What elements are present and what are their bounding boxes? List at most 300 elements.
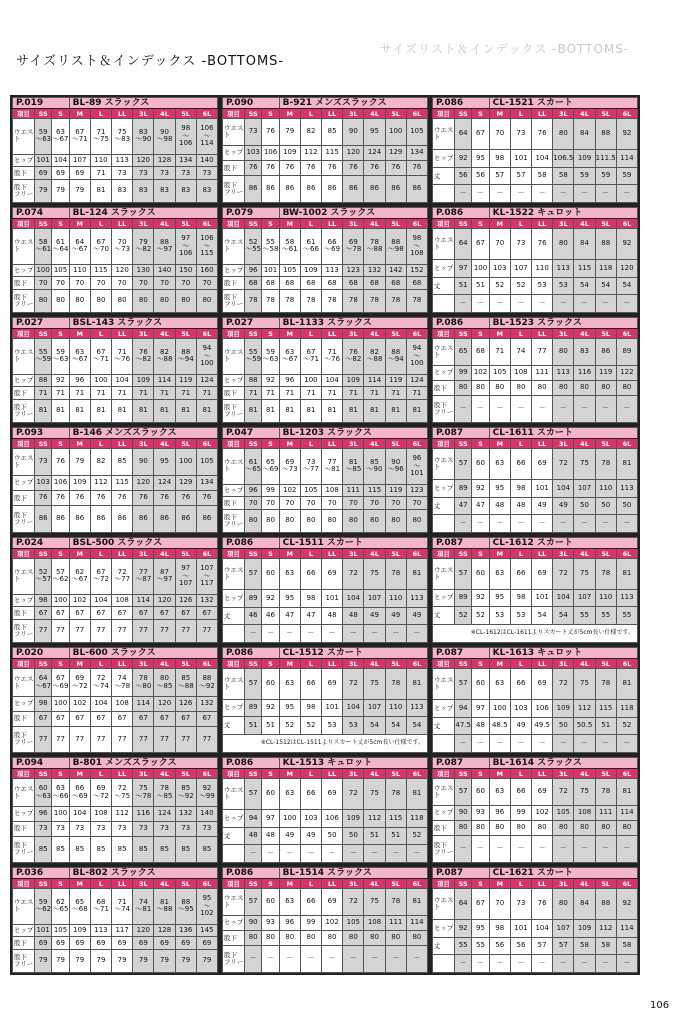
size-value: 106 [322, 810, 343, 828]
size-header: LL [322, 549, 343, 559]
size-value: 66 [300, 779, 321, 810]
size-header: SS [35, 109, 52, 119]
size-value: 56 [510, 937, 531, 955]
size-value: 54 [616, 277, 637, 295]
size-header: SS [35, 659, 52, 669]
size-value: 72 [553, 669, 574, 700]
card-product-name: BL-600 スラックス [69, 648, 217, 659]
size-header: LL [532, 659, 553, 669]
size-value: 92 [262, 374, 279, 387]
row-label: 丈 [223, 717, 245, 734]
row-label: ヒップ [13, 807, 35, 822]
size-value: － [616, 836, 637, 863]
size-value: 61 ～66 [300, 229, 321, 265]
size-value: 97 ～107 [175, 559, 196, 595]
size-value: 80 [406, 510, 427, 533]
size-value: 54 [385, 717, 406, 734]
size-value: 103 [510, 700, 531, 718]
size-value: 55 ～59 [245, 339, 262, 375]
size-value: 80 [510, 380, 531, 395]
size-value: 99 [455, 365, 472, 380]
size-value: 73 [35, 449, 52, 476]
size-value: 63 [279, 779, 300, 810]
size-header: L [510, 879, 531, 889]
size-value: － [595, 295, 616, 313]
size-value: 140 [154, 264, 175, 277]
size-value: 96 [245, 484, 262, 497]
size-value: 88 [245, 374, 262, 387]
size-value: 80 [553, 380, 574, 395]
size-header: 5L [385, 659, 406, 669]
size-value: － [406, 946, 427, 973]
size-value: 110 [595, 480, 616, 498]
size-value: 85 ～88 [175, 669, 196, 697]
size-value: 111 [385, 915, 406, 930]
size-value: 63 [489, 559, 510, 590]
size-header: 3L [133, 109, 154, 119]
size-value: － [616, 735, 637, 753]
size-header: L [90, 439, 111, 449]
row-label: 股下 [223, 930, 245, 945]
size-header: 5L [595, 659, 616, 669]
size-value: 57 [532, 937, 553, 955]
size-value: 132 [196, 697, 217, 712]
size-value: 152 [406, 264, 427, 277]
size-header: M [279, 219, 300, 229]
size-value: 71 [364, 387, 385, 400]
corner-label: 項目 [223, 879, 245, 889]
size-value: 77 [175, 726, 196, 752]
size-value: 70 [245, 497, 262, 510]
size-value: 73 [510, 229, 531, 260]
size-value: － [262, 946, 279, 973]
size-value: 107 [510, 260, 531, 278]
size-value: 55 [574, 607, 595, 624]
size-header: LL [112, 109, 133, 119]
size-value: － [616, 396, 637, 423]
size-header: 6L [406, 219, 427, 229]
size-value: 86 [262, 176, 279, 203]
size-value: 102 [69, 697, 90, 712]
size-header: M [489, 329, 510, 339]
card-product-name: BL-802 スラックス [69, 868, 217, 879]
size-value: 76 [52, 490, 69, 505]
size-value: 89 [455, 589, 472, 606]
size-value: 61 ～65 [245, 449, 262, 485]
size-value: 90 ～98 [154, 119, 175, 155]
size-value: 70 [364, 497, 385, 510]
card-product-name: BSL-143 スラックス [69, 318, 217, 329]
size-value: 79 [69, 449, 90, 476]
size-value: 48 [262, 827, 279, 845]
size-value: 72 ～75 [112, 779, 133, 807]
size-value: 69 ～72 [69, 669, 90, 697]
size-value: 60 [262, 779, 279, 810]
size-header: L [90, 659, 111, 669]
size-value: 97 [262, 810, 279, 828]
size-value: 52 [406, 827, 427, 845]
size-header: 5L [175, 769, 196, 779]
size-value: 56 [455, 167, 472, 185]
size-value: 81 [175, 400, 196, 423]
size-value: 63 [489, 449, 510, 480]
size-header: M [279, 439, 300, 449]
row-label: 股下 [223, 497, 245, 510]
size-value: 59 [574, 167, 595, 185]
size-value: 112 [90, 475, 111, 490]
corner-label: 項目 [13, 219, 35, 229]
size-value: 88 [595, 119, 616, 150]
size-value: 79 [90, 950, 111, 973]
card-page-ref: P.086 [223, 758, 280, 769]
row-label [433, 955, 455, 973]
size-value: 81 [279, 400, 300, 423]
size-header: LL [112, 879, 133, 889]
size-value: 73 [510, 889, 531, 920]
size-value: 80 [472, 380, 489, 395]
size-value: 112 [300, 145, 321, 160]
size-value: 86 [300, 176, 321, 203]
size-header: 3L [343, 109, 364, 119]
size-header: S [472, 549, 489, 559]
size-value: 54 [364, 717, 385, 734]
size-card [10, 645, 220, 755]
size-value: 60 [472, 449, 489, 480]
size-value: 86 [595, 339, 616, 366]
size-value: 86 [245, 176, 262, 203]
size-value: 101 [532, 589, 553, 606]
size-header: SS [35, 219, 52, 229]
size-value: 80 [510, 820, 531, 835]
size-value: 92 [472, 589, 489, 606]
size-value: 88 ～94 [175, 339, 196, 375]
row-label: ヒップ [223, 145, 245, 160]
size-value: 86 [90, 506, 111, 533]
size-value: 88 ～97 [154, 229, 175, 265]
size-value: 68 [300, 277, 321, 290]
size-value: 113 [553, 260, 574, 278]
card-note: ※CL-1512はCL-1511よりスカート丈が5cm長い仕様です。 [223, 734, 428, 752]
card-page-ref: P.087 [433, 648, 490, 659]
size-value: 78 [322, 290, 343, 313]
size-value: 52 ～55 [245, 229, 262, 265]
size-value: 95 [364, 119, 385, 146]
size-header: 5L [175, 659, 196, 669]
size-value: 57 [455, 669, 472, 700]
size-value: 55 [616, 607, 637, 624]
size-value: 48 [489, 497, 510, 515]
size-header: SS [35, 769, 52, 779]
size-value: 85 [322, 119, 343, 146]
row-label: ヒップ [433, 805, 455, 820]
size-value: 114 [616, 150, 637, 168]
size-value: － [553, 295, 574, 313]
size-value: 81 [406, 669, 427, 700]
size-value: 54 [406, 717, 427, 734]
size-value: 112 [574, 700, 595, 718]
size-value: 70 [300, 497, 321, 510]
size-value: 100 [52, 594, 69, 607]
card-product-name: B-146 メンズスラックス [69, 428, 217, 439]
row-label: 丈 [223, 827, 245, 845]
size-value: 73 [90, 821, 111, 836]
size-value: 80 [595, 820, 616, 835]
size-value: 70 [406, 497, 427, 510]
size-value: 76 [196, 490, 217, 505]
size-value: 77 [196, 726, 217, 752]
size-value: 48.5 [489, 717, 510, 735]
size-value: － [532, 185, 553, 203]
size-value: 76 [90, 490, 111, 505]
size-value: 82 ～88 [154, 339, 175, 375]
size-value: 114 [154, 374, 175, 387]
size-value: 78 [279, 290, 300, 313]
size-value: 71 [35, 387, 52, 400]
size-value: 52 [510, 277, 531, 295]
size-value: 69 [322, 559, 343, 590]
size-value: 80 [196, 290, 217, 313]
size-value: 108 [510, 365, 531, 380]
row-label: 股下 [13, 167, 35, 180]
size-value: 81 [69, 400, 90, 423]
size-value: 72 [343, 889, 364, 916]
row-label: ウエスト [433, 559, 455, 590]
size-value: 50 [343, 827, 364, 845]
size-value: 90 [343, 119, 364, 146]
size-value: 100 [385, 119, 406, 146]
size-value: 104 [322, 374, 343, 387]
size-value: 57 [455, 449, 472, 480]
size-value: 119 [595, 365, 616, 380]
size-value: 57 [455, 559, 472, 590]
size-header: SS [245, 219, 262, 229]
size-value: 88 ～98 [385, 229, 406, 265]
size-value: 58 ～61 [279, 229, 300, 265]
size-header: M [69, 659, 90, 669]
size-value: 79 [154, 950, 175, 973]
size-value: 47 [279, 607, 300, 625]
size-value: 50 [574, 497, 595, 515]
size-header: LL [532, 329, 553, 339]
size-header: 5L [175, 549, 196, 559]
size-header: 5L [385, 439, 406, 449]
size-value: － [553, 735, 574, 753]
size-value: － [595, 396, 616, 423]
size-value: 71 [175, 387, 196, 400]
row-label: ヒップ [433, 260, 455, 278]
size-header: SS [455, 549, 472, 559]
row-label: ウエスト [433, 119, 455, 150]
size-value: 65 ～68 [69, 889, 90, 925]
size-value: 60 [262, 669, 279, 700]
size-card [430, 315, 640, 425]
size-value: 111 [343, 484, 364, 497]
size-value: 58 [532, 167, 553, 185]
size-value: 86 [52, 506, 69, 533]
size-value: 80 [385, 510, 406, 533]
corner-label: 項目 [433, 879, 455, 889]
size-value: 63 ～66 [52, 779, 69, 807]
size-card [10, 425, 220, 535]
size-value: 69 [133, 937, 154, 950]
size-value: 69 [90, 937, 111, 950]
size-value: 74 [510, 339, 531, 366]
size-value: 114 [616, 805, 637, 820]
size-header: L [510, 769, 531, 779]
row-label: 股下 [433, 380, 455, 395]
size-value: 66 [510, 559, 531, 590]
size-header: 6L [406, 109, 427, 119]
card-page-ref: P.047 [223, 428, 280, 439]
size-value: 109 [574, 150, 595, 168]
size-value: 113 [616, 480, 637, 498]
size-value: 96 [279, 374, 300, 387]
size-value: 76 [133, 490, 154, 505]
size-value: 50 [616, 497, 637, 515]
size-value: 132 [196, 594, 217, 607]
row-label: ヒップ [223, 590, 245, 608]
size-value: 83 [112, 180, 133, 203]
size-header: L [300, 109, 321, 119]
size-value: 69 ～72 [90, 779, 111, 807]
size-value: 68 [472, 339, 489, 366]
size-value: － [322, 625, 343, 643]
size-value: 95 ～102 [196, 889, 217, 925]
size-value: － [574, 185, 595, 203]
size-value: 73 [69, 821, 90, 836]
size-value: 134 [196, 475, 217, 490]
size-value: 118 [616, 700, 637, 718]
size-value: 115 [322, 145, 343, 160]
size-value: 108 [574, 805, 595, 820]
card-product-name: BL-89 スラックス [69, 98, 217, 109]
size-value: 101 [322, 590, 343, 608]
size-value: 124 [406, 374, 427, 387]
size-header: 3L [133, 769, 154, 779]
size-header: S [52, 769, 69, 779]
size-value: 86 [279, 176, 300, 203]
size-value: 79 [112, 950, 133, 973]
size-header: 4L [154, 879, 175, 889]
size-value: 59 ～63 [262, 339, 279, 375]
size-value: 77 [112, 620, 133, 643]
size-value: 73 [154, 821, 175, 836]
size-value: 80 [455, 820, 472, 835]
size-value: 78 ～80 [133, 669, 154, 697]
row-label: 丈 [433, 277, 455, 295]
size-value: 49 [300, 827, 321, 845]
row-label: ヒップ [13, 374, 35, 387]
size-value: 77 [69, 726, 90, 752]
row-label: ヒップ [223, 374, 245, 387]
size-value: 75 [574, 449, 595, 480]
size-value: 57 ～62 [52, 559, 69, 595]
size-value: 68 ～71 [90, 889, 111, 925]
size-header: 6L [196, 879, 217, 889]
size-header: 4L [154, 219, 175, 229]
size-value: 76 [69, 490, 90, 505]
size-header: 5L [595, 219, 616, 229]
card-page-ref: P.024 [13, 538, 70, 549]
size-value: 67 [69, 711, 90, 726]
corner-label: 項目 [433, 329, 455, 339]
size-value: 71 [112, 387, 133, 400]
size-value: － [300, 625, 321, 643]
size-value: 104 [52, 154, 69, 167]
size-value: 95 [279, 699, 300, 716]
size-header: S [472, 109, 489, 119]
size-value: 70 [322, 497, 343, 510]
size-header: S [472, 659, 489, 669]
size-value: 78 [595, 449, 616, 480]
size-header: L [300, 329, 321, 339]
size-value: － [385, 946, 406, 973]
corner-label: 項目 [433, 769, 455, 779]
size-value: 82 ～88 [364, 339, 385, 375]
size-value: 81 [35, 400, 52, 423]
card-page-ref: P.087 [433, 868, 490, 879]
size-value: 85 [112, 836, 133, 862]
size-value: 53 [532, 277, 553, 295]
size-card [430, 205, 640, 315]
size-header: S [262, 219, 279, 229]
size-value: 76 [406, 160, 427, 175]
size-value: 108 [112, 697, 133, 712]
size-card [220, 755, 430, 865]
size-value: － [322, 946, 343, 973]
size-header: SS [35, 549, 52, 559]
size-value: 98 [300, 699, 321, 716]
size-value: 110 [69, 264, 90, 277]
size-value: 86 [175, 506, 196, 533]
size-value: － [553, 515, 574, 533]
size-value: 84 [574, 889, 595, 920]
size-value: 73 [52, 821, 69, 836]
size-value: 81 [616, 779, 637, 806]
size-value: 88 [595, 889, 616, 920]
size-header: S [52, 329, 69, 339]
size-header: LL [532, 769, 553, 779]
size-value: 80 [553, 339, 574, 366]
size-value: 54 [532, 607, 553, 624]
size-value: 114 [133, 697, 154, 712]
size-value: － [510, 295, 531, 313]
size-value: － [245, 845, 262, 863]
size-value: － [472, 515, 489, 533]
size-header: S [472, 879, 489, 889]
size-value: 81 [616, 559, 637, 590]
size-value: 98 [300, 590, 321, 608]
size-value: 112 [364, 810, 385, 828]
size-value: 100 [300, 374, 321, 387]
size-header: 6L [616, 659, 637, 669]
size-value: 57 [455, 779, 472, 806]
size-value: 109 [343, 374, 364, 387]
size-header: M [279, 549, 300, 559]
size-value: 107 [553, 920, 574, 938]
size-value: 49 [279, 827, 300, 845]
card-page-ref: P.087 [433, 538, 490, 549]
size-value: 79 [69, 180, 90, 203]
size-header: 5L [385, 219, 406, 229]
size-header: 6L [406, 549, 427, 559]
size-header: S [262, 109, 279, 119]
size-value: 63 ～67 [52, 119, 69, 155]
size-value: 54 [553, 607, 574, 624]
size-value: 76 [385, 160, 406, 175]
row-label: ウエスト [13, 119, 35, 155]
size-value: 101 [262, 264, 279, 277]
